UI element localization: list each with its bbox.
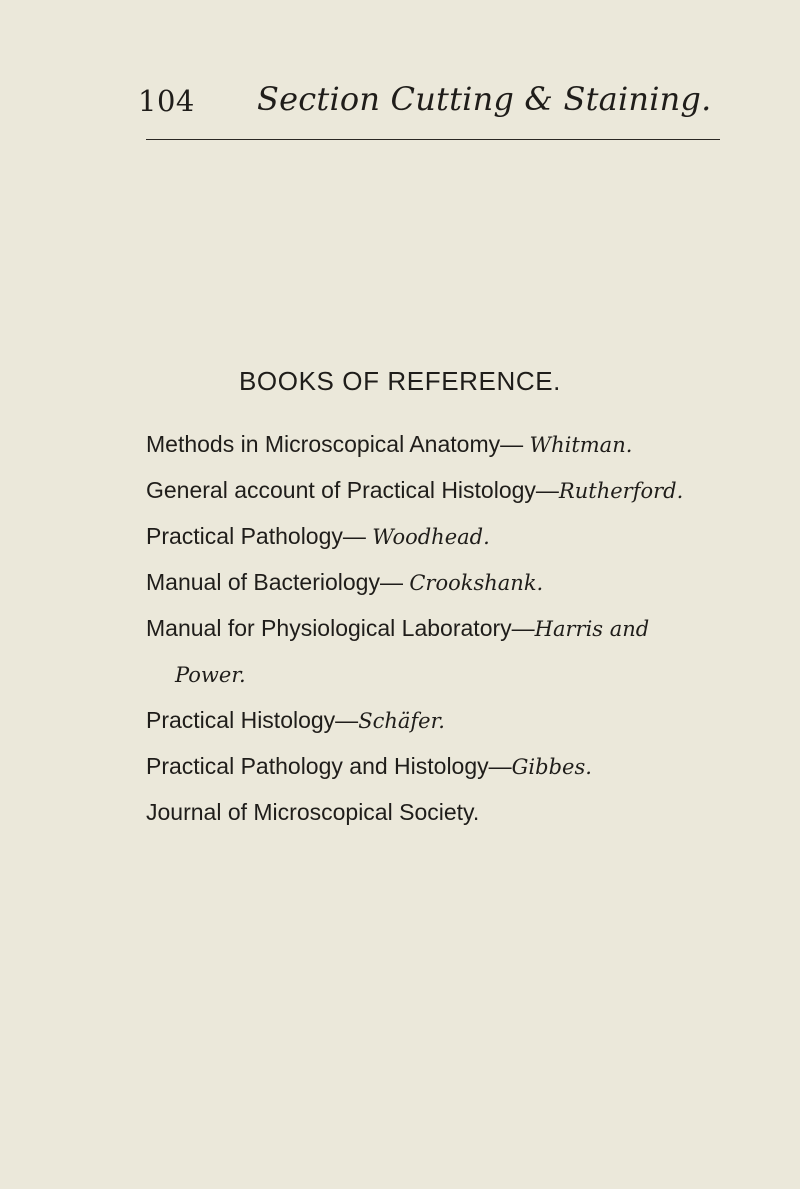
reference-list xyxy=(146,422,766,836)
reference-author: Crookshank. xyxy=(409,571,544,595)
section-heading: BOOKS OF REFERENCE. xyxy=(238,366,561,396)
reference-item xyxy=(146,606,766,652)
reference-author: Harris and xyxy=(534,617,650,641)
reference-title: Manual for Physiological Laboratory— xyxy=(146,615,535,641)
reference-author: Gibbes. xyxy=(511,755,592,779)
reference-item xyxy=(146,422,766,468)
reference-author-continuation: Power. xyxy=(175,663,246,687)
reference-author: Whitman. xyxy=(529,433,633,457)
header-rule xyxy=(146,139,720,140)
reference-author: Woodhead. xyxy=(372,525,490,549)
reference-item xyxy=(146,468,766,514)
reference-item xyxy=(146,514,766,560)
reference-title: Methods in Microscopical Anatomy— xyxy=(146,431,530,457)
reference-title: Manual of Bacteriology— xyxy=(146,569,410,595)
reference-author: Schäfer. xyxy=(358,709,445,733)
reference-title: Practical Pathology— xyxy=(146,523,373,549)
reference-item xyxy=(146,698,766,744)
reference-title: Journal of Microscopical Society. xyxy=(146,799,480,825)
reference-author: Rutherford. xyxy=(558,479,684,503)
reference-item xyxy=(146,744,766,790)
running-head: Section Cutting & Staining. xyxy=(257,80,712,118)
reference-title: General account of Practical Histology— xyxy=(146,477,559,503)
page-number: 104 xyxy=(138,84,195,118)
reference-item-continuation xyxy=(146,652,766,698)
reference-item xyxy=(146,560,766,606)
reference-title: Practical Pathology and Histology— xyxy=(146,753,512,779)
reference-title: Practical Histology— xyxy=(146,707,359,733)
reference-item xyxy=(146,790,766,836)
